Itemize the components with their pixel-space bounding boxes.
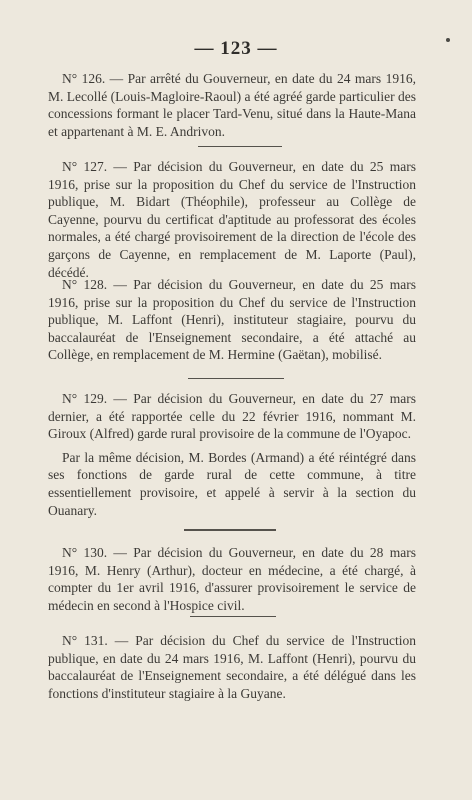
entry-126 [48,70,416,140]
entry-paragraph: N° 128. — Par décision du Gouverneur, en date du 25 mars 1916, prise sur la proposition du Chef du service de l'Instruction publique, M. Laffont (Henri), instituteur stagiaire, pourvu du baccalauréat de l'Enseignement secondaire, a été attaché au Collège, en remplacement de M. Hermine (Gaëtan), mobilisé. [48,277,416,363]
separator-rule [184,529,276,531]
ink-speck [446,38,450,42]
entry-paragraph: N° 126. — Par arrêté du Gouverneur, en date du 24 mars 1916, M. Lecollé (Louis-Magloire-Raoul) a été agréé garde particulier des concessions formant le placer Tard-Venu, situé dans la Haute-Mana et appartenant à M. E. Andrivon. [48,71,416,139]
entry-127 [48,158,416,281]
entry-129 [48,390,416,519]
entry-paragraph: N° 129. — Par décision du Gouverneur, en date du 27 mars dernier, a été rapportée celle du 22 février 1916, nommant M. Giroux (Alfred) garde rural provisoire de la commune de l'Oyapoc. [48,391,416,442]
entry-128 [48,276,416,364]
entry-131 [48,632,416,702]
separator-rule [198,146,282,147]
entry-paragraph: N° 130. — Par décision du Gouverneur, en date du 28 mars 1916, M. Henry (Arthur), docteur en médecine, a été chargé, à compter du 1er avril 1916, d'assurer provisoirement le service de médecin en second à l'Hospice civil. [48,545,416,613]
separator-rule [188,378,284,379]
entry-paragraph: N° 127. — Par décision du Gouverneur, en date du 25 mars 1916, prise sur la proposition du Chef du service de l'Instruction publique, M. Bidart (Théophile), professeur au Collège de Cayenne, pourvu du certificat d'aptitude au professorat des écoles normales, a été chargé provisoirement de la direction de l'école des garçons de Cayenne, en remplacement de M. Laporte (Paul), décédé. [48,159,416,280]
entry-paragraph: Par la même décision, M. Bordes (Armand) a été réintégré dans ses fonctions de garde rural de cette commune, à titre essentiellement provisoire, et appelé à servir à la section du Ouanary. [48,449,416,518]
page-number: — 123 — [194,38,278,59]
separator-rule [190,616,276,617]
entry-paragraph: N° 131. — Par décision du Chef du service de l'Instruction publique, en date du 24 mars 1916, M. Laffont (Henri), pourvu du baccalauréat de l'Enseignement secondaire, a été délégué dans les fonctions d'instituteur stagiaire à la Guyane. [48,633,416,701]
entry-130 [48,544,416,614]
